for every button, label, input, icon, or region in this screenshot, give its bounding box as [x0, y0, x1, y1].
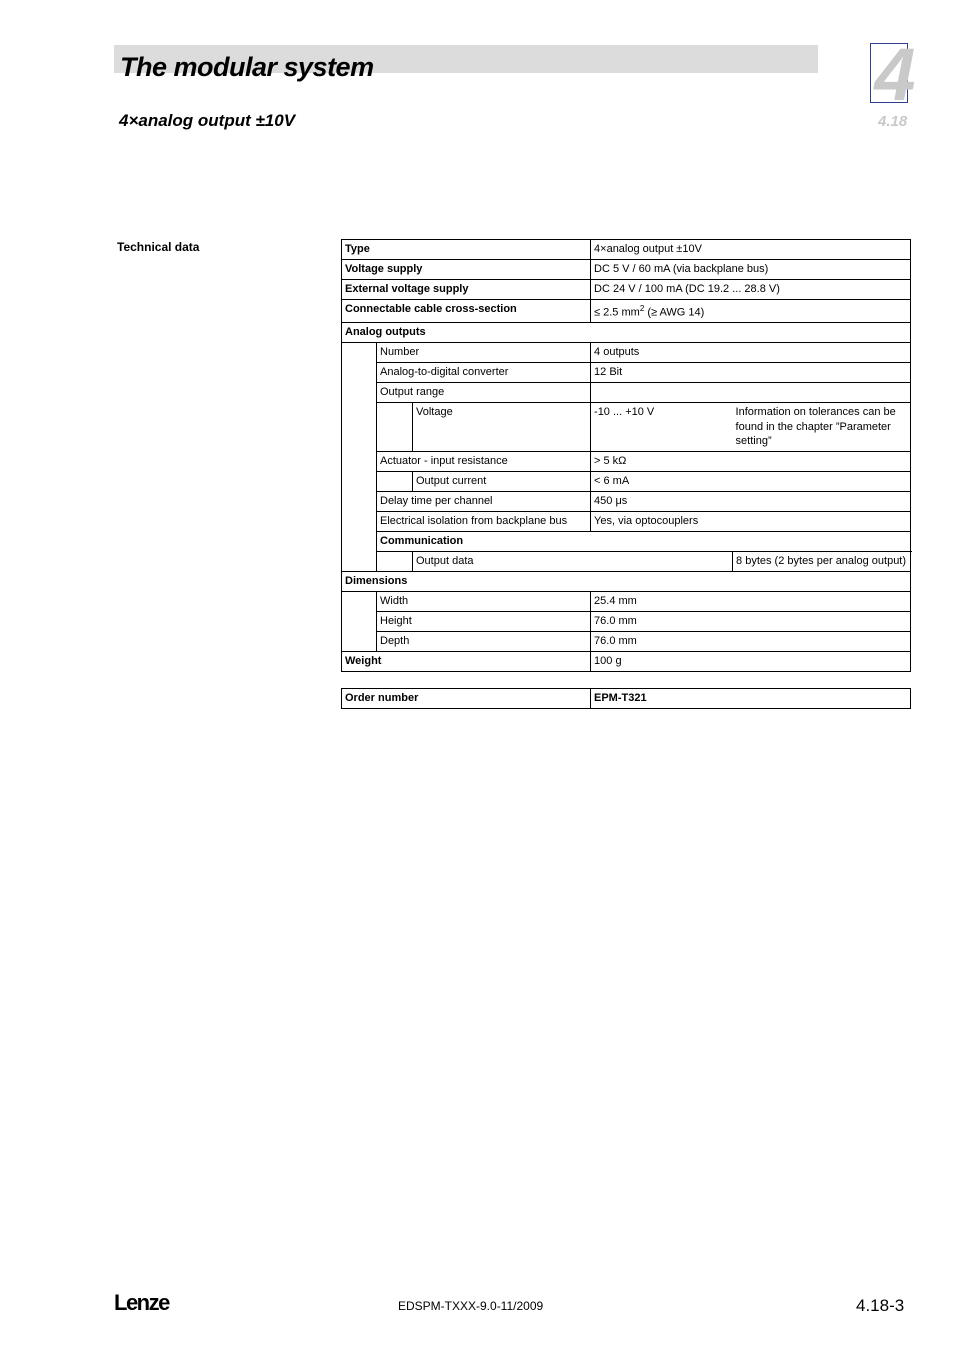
table-row	[342, 552, 911, 572]
group-header-dimensions: Dimensions	[342, 572, 911, 592]
chapter-subnumber: 4.18	[878, 113, 908, 130]
document-id: EDSPM-TXXX-9.0-11/2009	[398, 1299, 544, 1313]
technical-data-table	[341, 239, 911, 672]
row-value-voltage-supply: DC 5 V / 60 mA (via backplane bus)	[591, 260, 911, 280]
row-label-output-data: Output data	[413, 552, 733, 572]
table-row	[342, 652, 911, 672]
group-header-analog-outputs: Analog outputs	[342, 323, 911, 343]
order-number-label: Order number	[342, 689, 591, 709]
row-value-weight: 100 g	[591, 652, 911, 672]
table-row	[342, 452, 911, 472]
technical-data-label: Technical data	[117, 240, 200, 254]
row-label-cable-cross-section: Connectable cable cross-section	[342, 300, 591, 323]
row-value-number: 4 outputs	[591, 343, 911, 363]
cable-value-superscript: 2	[639, 304, 645, 313]
row-label-delay-time: Delay time per channel	[377, 492, 591, 512]
table-row	[342, 572, 911, 592]
order-number-table	[341, 688, 911, 709]
row-label-isolation: Electrical isolation from backplane bus	[377, 512, 591, 532]
row-label-voltage-supply: Voltage supply	[342, 260, 591, 280]
cable-value-main: ≤ 2.5 mm	[594, 306, 640, 319]
lenze-logo: Lenze	[114, 1290, 169, 1315]
row-label-weight: Weight	[342, 652, 591, 672]
indent-spacer	[342, 343, 377, 572]
row-label-external-voltage: External voltage supply	[342, 280, 591, 300]
row-label-actuator-resistance: Actuator - input resistance	[377, 452, 591, 472]
row-value-actuator-resistance: > 5 kΩ	[591, 452, 911, 472]
indent-spacer	[377, 403, 413, 452]
cable-value-awg: (≥ AWG 14)	[644, 306, 705, 319]
table-row	[342, 403, 911, 452]
table-row	[342, 383, 911, 403]
section-subtitle: 4×analog output ±10V	[119, 111, 296, 130]
row-note-voltage: Information on tolerances can be found in the chapter ”Parameter setting”	[733, 403, 911, 452]
indent-spacer	[342, 592, 377, 652]
row-label-adc: Analog-to-digital converter	[377, 363, 591, 383]
row-label-output-range: Output range	[377, 383, 591, 403]
table-row	[342, 323, 911, 343]
chapter-number: 4	[874, 33, 916, 116]
indent-spacer	[377, 472, 413, 492]
row-value-output-data: 8 bytes (2 bytes per analog output)	[733, 552, 911, 572]
row-value-type: 4×analog output ±10V	[591, 240, 911, 260]
table-row	[342, 632, 911, 652]
table-row	[342, 300, 911, 323]
row-value-cable-cross-section	[591, 300, 911, 323]
row-value-isolation: Yes, via optocouplers	[591, 512, 911, 532]
table-row	[342, 492, 911, 512]
row-label-width: Width	[377, 592, 591, 612]
row-label-depth: Depth	[377, 632, 591, 652]
row-value-height: 76.0 mm	[591, 612, 911, 632]
page-title: The modular system	[120, 52, 374, 82]
table-row	[342, 260, 911, 280]
row-value-output-current: < 6 mA	[591, 472, 911, 492]
page-number: 4.18-3	[856, 1296, 905, 1315]
row-value-adc: 12 Bit	[591, 363, 911, 383]
table-row	[342, 612, 911, 632]
table-row	[342, 363, 911, 383]
table-row	[342, 592, 911, 612]
table-row	[342, 343, 911, 363]
table-row	[342, 512, 911, 532]
row-value-delay-time: 450 μs	[591, 492, 911, 512]
row-label-type: Type	[342, 240, 591, 260]
table-row	[342, 689, 911, 709]
order-number-value: EPM-T321	[591, 689, 911, 709]
indent-spacer	[377, 552, 413, 572]
row-value-voltage: -10 ... +10 V	[591, 403, 733, 452]
row-value-width: 25.4 mm	[591, 592, 911, 612]
row-label-voltage: Voltage	[413, 403, 591, 452]
table-row	[342, 472, 911, 492]
row-value-output-range	[591, 383, 911, 403]
table-row	[342, 280, 911, 300]
row-value-external-voltage: DC 24 V / 100 mA (DC 19.2 ... 28.8 V)	[591, 280, 911, 300]
row-label-height: Height	[377, 612, 591, 632]
row-label-number: Number	[377, 343, 591, 363]
table-row	[342, 532, 911, 552]
table-row	[342, 240, 911, 260]
row-value-depth: 76.0 mm	[591, 632, 911, 652]
group-header-communication: Communication	[377, 532, 911, 552]
row-label-output-current: Output current	[413, 472, 591, 492]
